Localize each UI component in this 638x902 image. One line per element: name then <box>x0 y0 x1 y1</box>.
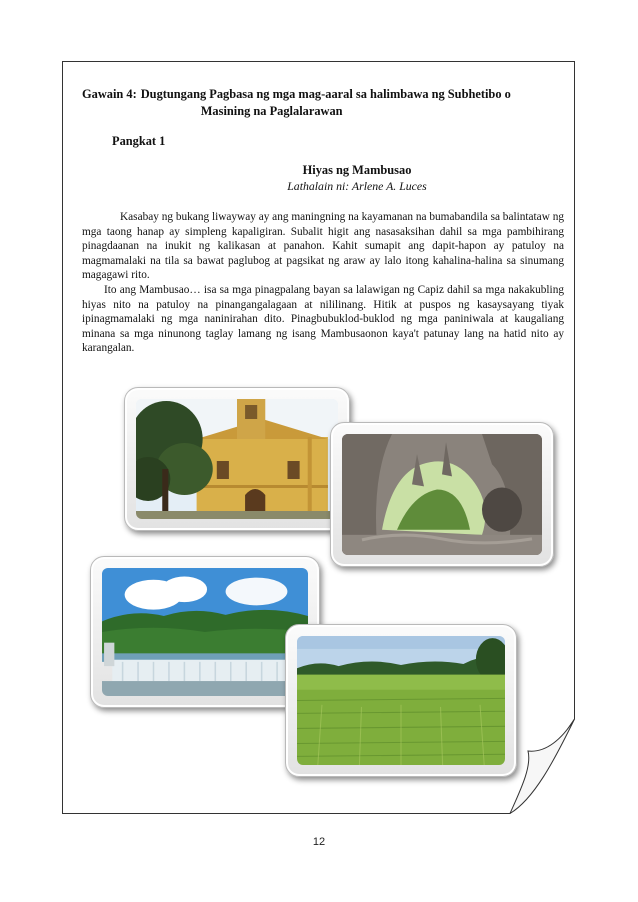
essay-body <box>82 210 564 356</box>
photo-frame-church <box>124 387 350 531</box>
essay-title: Hiyas ng Mambusao <box>302 163 412 177</box>
page-number: 12 <box>312 836 326 848</box>
group-label: Pangkat 1 <box>112 134 166 148</box>
waterfall-dam-photo-icon <box>102 568 308 696</box>
rice-field-photo-icon <box>297 636 505 765</box>
activity-label: Gawain 4: <box>82 87 137 101</box>
essay-paragraph-2: Ito ang Mambusao… isa sa mga pinagpalang bayan sa lalawigan ng Capiz dahil sa mga nakakubling hiyas nito na patuloy na pinangangalagaan at nililinang. Hitik at puspos ng kasaysayang tiyak ipinagmamalaki ng mga naninirahan dito. Pinagbubuklod-buklod ng mga paniniwala at kaugaliang minana sa mga ninunong taglay lamang ng isang Mambusaonon kaya't patunay lang na hatid nito ay karangalan. <box>82 283 564 355</box>
activity-heading <box>82 86 562 120</box>
content-area <box>82 86 562 356</box>
activity-title-line1: Dugtungang Pagbasa ng mga mag-aaral sa halimbawa ng Subhetibo o <box>140 87 511 101</box>
church-photo-icon <box>136 399 338 519</box>
cave-photo-icon <box>342 434 542 555</box>
activity-title-line2: Masining na Paglalarawan <box>200 104 343 118</box>
photo-frame-cave <box>330 422 554 567</box>
essay-paragraph-1: Kasabay ng bukang liwayway ay ang maningning na kayamanan na bumabandila sa balintataw ng mga taong hanap ay simpleng kapaligiran. Subalit higit ang nasasaksihan dahil sa mga pambihirang pinagdaanan na inukit ng kalikasan at panahon. Kahit sumapit ang dapit-hapon ay patuloy na magmamalaki na tila sa bawat paglubog at pagsikat ng araw ay lalo itong kahalina-halina sa sinumang magagawi rito. <box>82 211 564 282</box>
essay-author: Lathalain ni: Arlene A. Luces <box>287 179 427 193</box>
photo-frame-rice-field <box>285 624 517 777</box>
